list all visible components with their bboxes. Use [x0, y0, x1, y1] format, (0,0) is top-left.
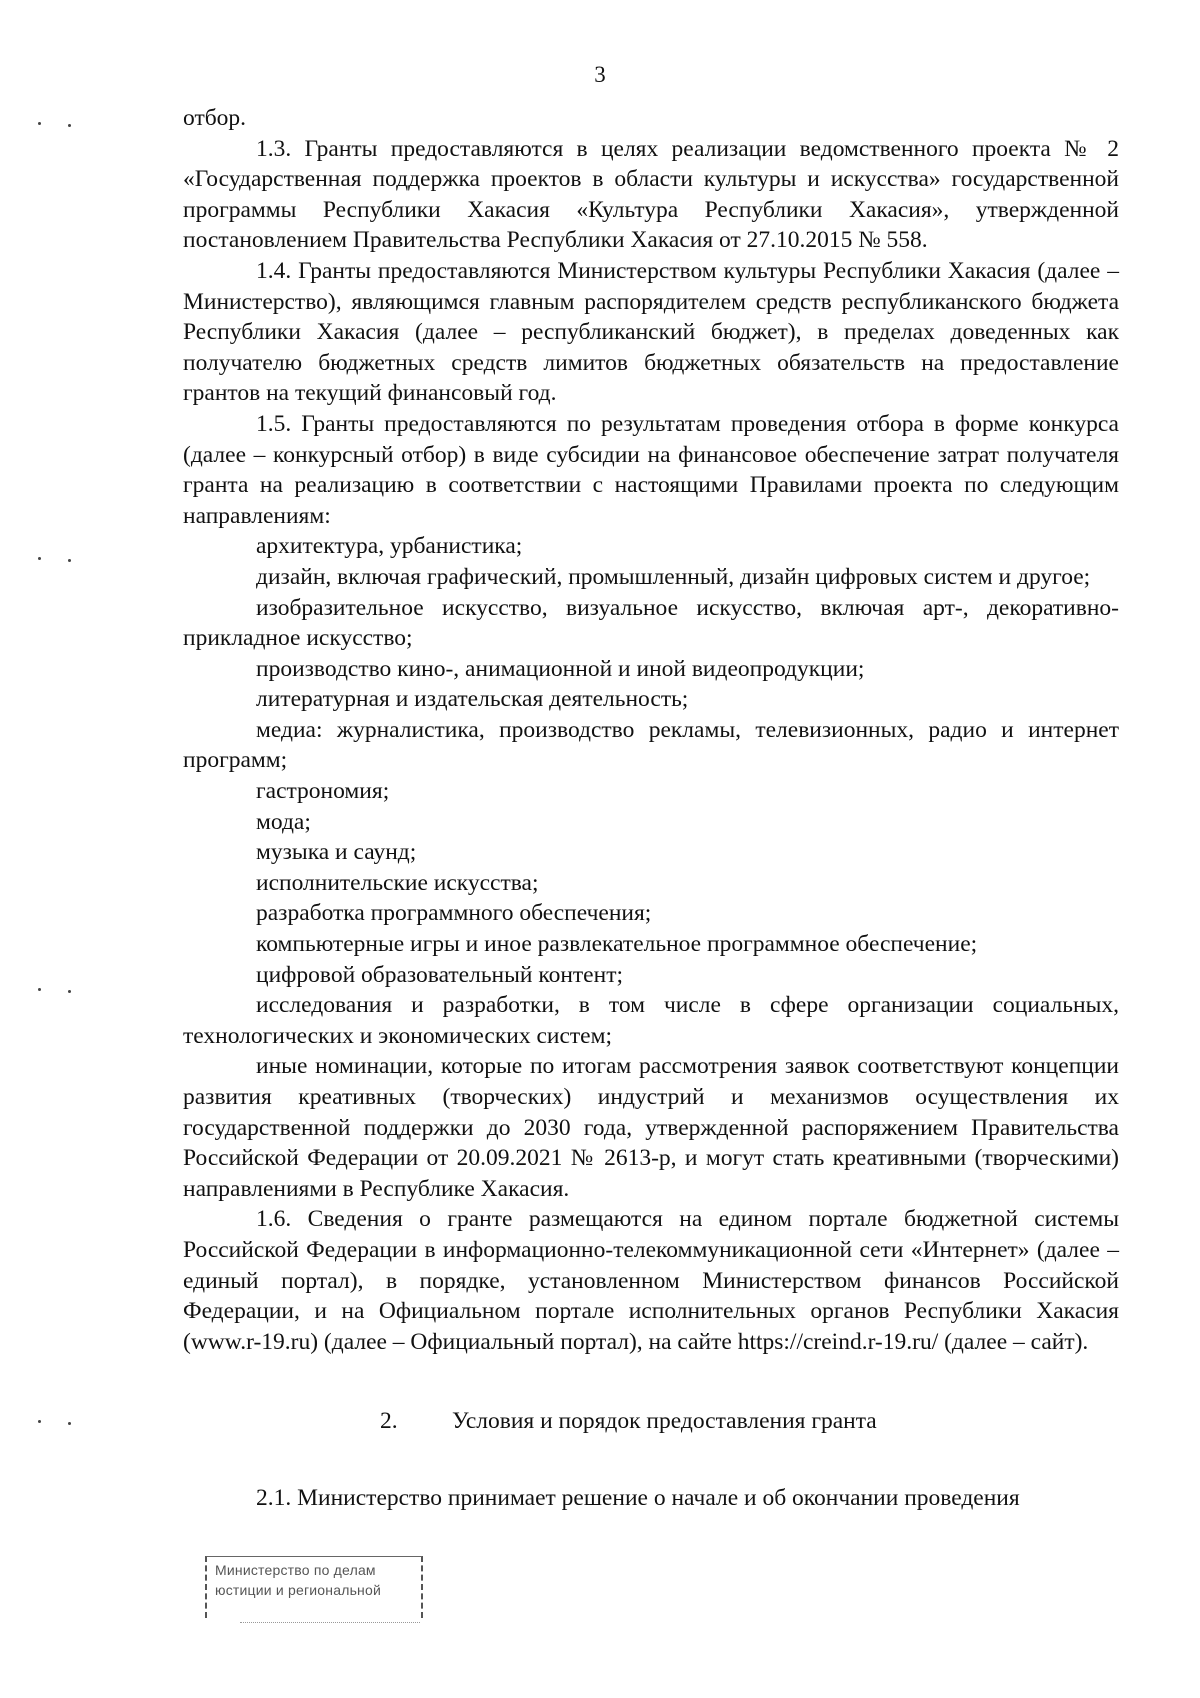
margin-mark — [68, 1422, 71, 1425]
registration-stamp — [205, 1556, 423, 1618]
section-number: 2. — [380, 1408, 398, 1435]
list-item: литературная и издательская деятельность; — [256, 686, 689, 713]
list-item: производство кино-, анимационной и иной видеопродукции; — [256, 655, 865, 682]
margin-mark — [68, 990, 71, 993]
list-item: иные номинации, которые по итогам рассмотрения заявок соответствуют концепции развития креативных (творческих) индустрий и механизмов осуществления их государственной поддержки до 2030 года, утвержденной распоряжением Правительства Российской Федерации от 20.09.2021 № 2613-р, и могут стать креативными (творческими) направлениями в Республике Хакасия. — [183, 1053, 1119, 1202]
paragraph: отбор. — [183, 105, 247, 131]
margin-mark — [38, 1420, 41, 1423]
document-body — [183, 103, 1119, 1514]
list-item: исполнительские искусства; — [256, 869, 539, 896]
list-item: дизайн, включая графический, промышленный, дизайн цифровых систем и другое; — [256, 563, 1091, 590]
list-item: музыка и саунд; — [256, 839, 417, 866]
list-item: изобразительное искусство, визуальное искусство, включая арт-, декоративно-прикладное искусство; — [183, 594, 1119, 652]
list-item: медиа: журналистика, производство рекламы, телевизионных, радио и интернет программ; — [183, 716, 1119, 774]
list-item: исследования и разработки, в том числе в сфере организации социальных, технологических и экономических систем; — [183, 992, 1119, 1049]
paragraph: 1.4. Гранты предоставляются Министерством культуры Республики Хакасия (далее – Министерство), являющимся главным распорядителем средств республиканского бюджета Республики Хакасия (далее – республиканский бюджет), в пределах доведенных как получателю бюджетных средств лимитов бюджетных обязательств на предоставление грантов на текущий финансовый год. — [183, 257, 1119, 407]
section-title: Условия и порядок предоставления гранта — [452, 1408, 877, 1435]
stamp-line: Министерство по делам — [215, 1562, 376, 1578]
margin-mark — [38, 122, 41, 125]
list-item: мода; — [256, 808, 311, 835]
margin-mark — [68, 124, 71, 127]
section-heading — [183, 1406, 1119, 1437]
paragraph: 2.1. Министерство принимает решение о начале и об окончании проведения — [256, 1484, 1020, 1511]
paragraph: 1.3. Гранты предоставляются в целях реализации ведомственного проекта № 2 «Государственная поддержка проектов в области культуры и искусства» государственной программы Республики Хакасия «Культура Республики Хакасия», утвержденной постановлением Правительства Республики Хакасия от 27.10.2015 № 558. — [183, 135, 1119, 254]
list-item: компьютерные игры и иное развлекательное программное обеспечение; — [256, 931, 978, 958]
paragraph: 1.6. Сведения о гранте размещаются на едином портале бюджетной системы Российской Федерации в информационно-телекоммуникационной сети «Интернет» (далее – единый портал), в порядке, установленном Министерством финансов Российской Федерации, и на Официальном портале исполнительных органов Республики Хакасия (www.r-19.ru) (далее – Официальный портал), на сайте https://creind.r-19.ru/ (далее – сайт). — [183, 1206, 1119, 1355]
margin-mark — [68, 559, 71, 562]
page-number: 3 — [594, 62, 606, 87]
margin-mark — [38, 988, 41, 991]
stamp-underline — [240, 1622, 420, 1623]
list-item: цифровой образовательный контент; — [256, 961, 623, 988]
list-item: гастрономия; — [256, 778, 390, 805]
stamp-line: юстиции и региональной — [215, 1582, 381, 1598]
paragraph: 1.5. Гранты предоставляются по результатам проведения отбора в форме конкурса (далее – конкурсный отбор) в виде субсидии на финансовое обеспечение затрат получателя гранта на реализацию в соответствии с настоящими Правилами проекта по следующим направлениям: — [183, 410, 1119, 529]
list-item: разработка программного обеспечения; — [256, 900, 652, 927]
margin-mark — [38, 557, 41, 560]
list-item: архитектура, урбанистика; — [256, 533, 523, 560]
